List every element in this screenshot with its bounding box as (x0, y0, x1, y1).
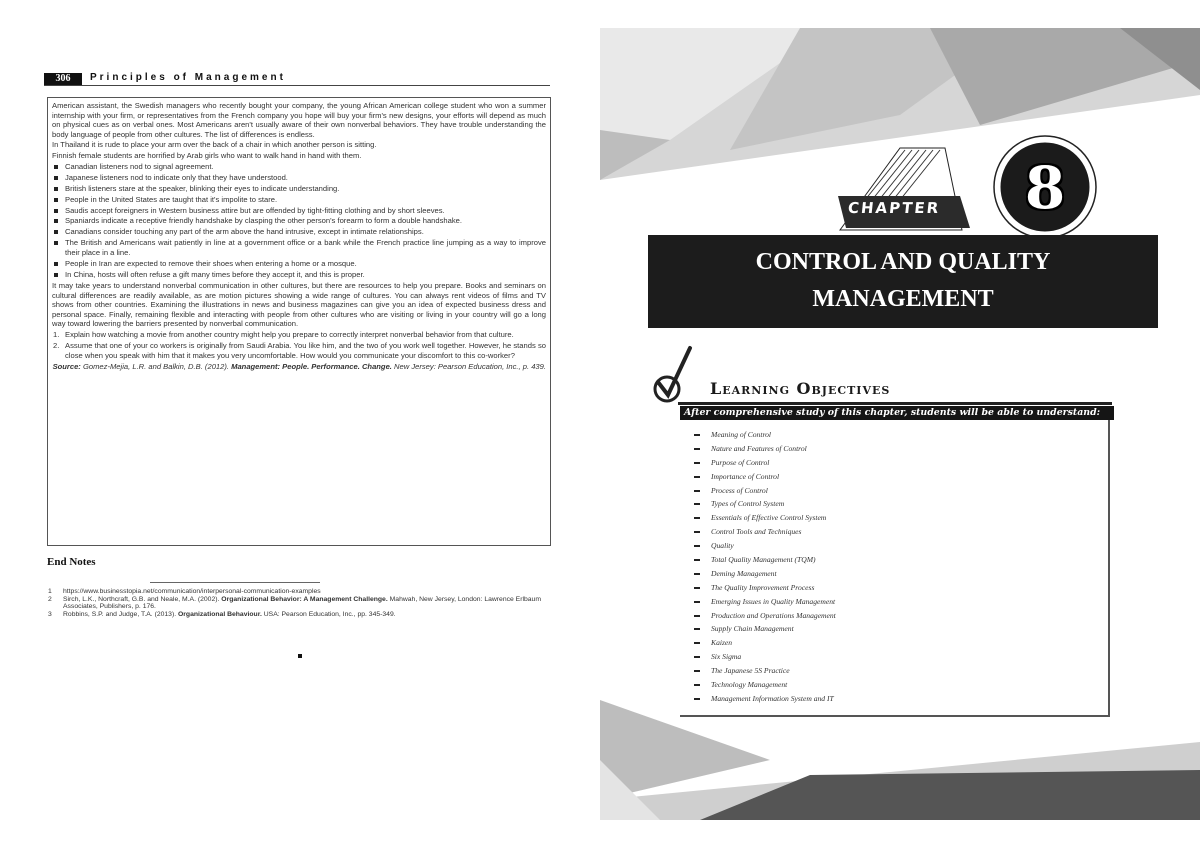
right-page (600, 0, 1200, 848)
note-number: 2 (48, 595, 52, 603)
question-number: 2. (53, 340, 60, 350)
note-book-title: Organizational Behavior: A Management Challenge. (221, 595, 388, 603)
question-text: Assume that one of your co workers is originally from Saudi Arabia. You like him, and the two of you work well together. However, he stands so close when you speak with him that it makes you very uncomfortable. How would you communicate your discomfort to this co-worker? (65, 340, 546, 360)
objective-item: Control Tools and Techniques (693, 525, 836, 539)
chapter-title-line1: CONTROL AND QUALITY (755, 249, 1051, 275)
chapter-number: 8 (1024, 154, 1066, 222)
page-number: 306 (44, 73, 82, 85)
note-number: 3 (48, 610, 52, 618)
source-citation (52, 362, 546, 372)
objectives-underline (678, 402, 1112, 405)
bullet-item: British listeners stare at the speaker, blinking their eyes to indicate understanding. (52, 184, 546, 194)
bullet-item: Canadian listeners nod to signal agreement. (52, 162, 546, 172)
bullet-item: People in Iran are expected to remove their shoes when entering a home or a mosque. (52, 259, 546, 269)
source-rest: New Jersey: Pearson Education, Inc., p. 439. (394, 361, 546, 371)
source-label: Source: (52, 361, 81, 371)
bg-shape-bottom-dark (700, 770, 1200, 820)
objective-item: Total Quality Management (TQM) (693, 553, 836, 567)
note-text: Robbins, S.P. and Judge, T.A. (2013). (63, 610, 177, 618)
objective-item: The Quality Improvement Process (693, 581, 836, 595)
objective-item: Essentials of Effective Control System (693, 511, 836, 525)
finnish-line: Finnish female students are horrified by Arab girls who want to walk hand in hand with them. (52, 150, 362, 160)
closing-paragraph: It may take years to understand nonverbal communication in other cultures, but there are resources to help you prepare. Books and seminars on cultural differences are readily available, as are motion pictures showing a wide range of cultures. You can always rent videos of films and TV shows from other countries. Examining the illustrations in news and business magazines can give you an idea of expected business dress and personal space. Finally, remaining flexible and interacting with people from other cultures who are visiting or living in your country will go a long way toward lowering the barriers presented by nonverbal communication. (52, 281, 546, 329)
bullet-item: People in the United States are taught that it's impolite to stare. (52, 195, 546, 205)
note-text: Mahwah, New Jersey, London: Lawrence Erlbaum Associates, Publishers, p. 176. (63, 595, 541, 611)
checkmark-circle-icon (655, 348, 690, 401)
objective-item: Meaning of Control (693, 428, 836, 442)
bullet-item: Spaniards indicate a receptive friendly handshake by clasping the other person's forearm to form a double handshake. (52, 216, 546, 226)
bullet-item: The British and Americans wait patiently in line at a government office or a bank while the French practice line jumping as a way to improve their place in a line. (52, 238, 546, 257)
notes-divider (150, 582, 320, 583)
thailand-line: In Thailand it is rude to place your arm over the back of a chair in which another person is sitting. (52, 140, 377, 150)
source-title: Management: People. Performance. Change. (231, 361, 392, 371)
end-notes-heading: End Notes (47, 556, 96, 568)
chapter-label: CHAPTER (847, 199, 942, 217)
objectives-intro: After comprehensive study of this chapter, students will be able to understand: (680, 406, 1114, 420)
end-note (47, 611, 551, 619)
chapter-title-banner (648, 235, 1158, 328)
note-text: Sirch, L.K., Northcraft, G.B. and Neale, M.A. (2002). (63, 595, 220, 603)
end-note (47, 596, 551, 611)
objective-item: Production and Operations Management (693, 609, 836, 623)
objective-item: Types of Control System (693, 497, 836, 511)
end-notes-list (47, 588, 551, 618)
objective-item: The Japanese 5S Practice (693, 664, 836, 678)
objective-item: Purpose of Control (693, 456, 836, 470)
note-link[interactable]: https://www.businesstopia.net/communication/interpersonal-communication-examples (63, 588, 321, 595)
running-head (44, 73, 550, 86)
chapter-title-line2: MANAGEMENT (812, 286, 994, 312)
question-item (52, 330, 546, 340)
objective-item: Nature and Features of Control (693, 442, 836, 456)
questions-list (52, 330, 546, 360)
objective-item: Deming Management (693, 567, 836, 581)
end-note (47, 588, 551, 596)
objectives-heading: Learning Objectives (710, 379, 891, 398)
bullet-item: Canadians consider touching any part of the arm above the hand intrusive, except in intimate relationships. (52, 227, 546, 237)
objective-item: Quality (693, 539, 836, 553)
culture-bullets (52, 162, 546, 280)
objective-item: Process of Control (693, 484, 836, 498)
note-text: USA: Pearson Education, Inc., pp. 345-349. (263, 610, 396, 618)
objective-item: Supply Chain Management (693, 622, 836, 636)
note-book-title: Organizational Behaviour. (178, 610, 262, 618)
case-box (47, 97, 551, 546)
objectives-list (693, 428, 836, 706)
question-number: 1. (53, 329, 60, 339)
objective-item: Management Information System and IT (693, 692, 836, 706)
question-item (52, 341, 546, 360)
source-authors: Gomez-Mejia, L.R. and Balkin, D.B. (2012). (82, 361, 229, 371)
objective-item: Technology Management (693, 678, 836, 692)
end-mark (298, 654, 302, 658)
intro-paragraph: American assistant, the Swedish managers who recently bought your company, the young African American college student who won a summer internship with your firm, or representatives from the French company you hope will buy your firm's new designs, your efforts will depend as much on physical cues as on verbal ones. Most Americans aren't usually aware of their own nonverbal behaviors. They have trouble understanding the body language of people from other cultures. The list of differences is endless. (52, 101, 546, 139)
bullet-item: Japanese listeners nod to indicate only that they have understood. (52, 173, 546, 183)
objective-item: Emerging Issues in Quality Management (693, 595, 836, 609)
bullet-item: In China, hosts will often refuse a gift many times before they accept it, and this is proper. (52, 270, 546, 280)
question-text: Explain how watching a movie from another country might help you prepare to correctly interpret nonverbal behavior from that culture. (65, 329, 514, 339)
objective-item: Importance of Control (693, 470, 836, 484)
running-title: Principles of Management (90, 72, 286, 83)
bullet-item: Saudis accept foreigners in Western business attire but are offended by tight-fitting clothing and by short sleeves. (52, 206, 546, 216)
objective-item: Six Sigma (693, 650, 836, 664)
objective-item: Kaizen (693, 636, 836, 650)
note-number: 1 (48, 588, 52, 595)
